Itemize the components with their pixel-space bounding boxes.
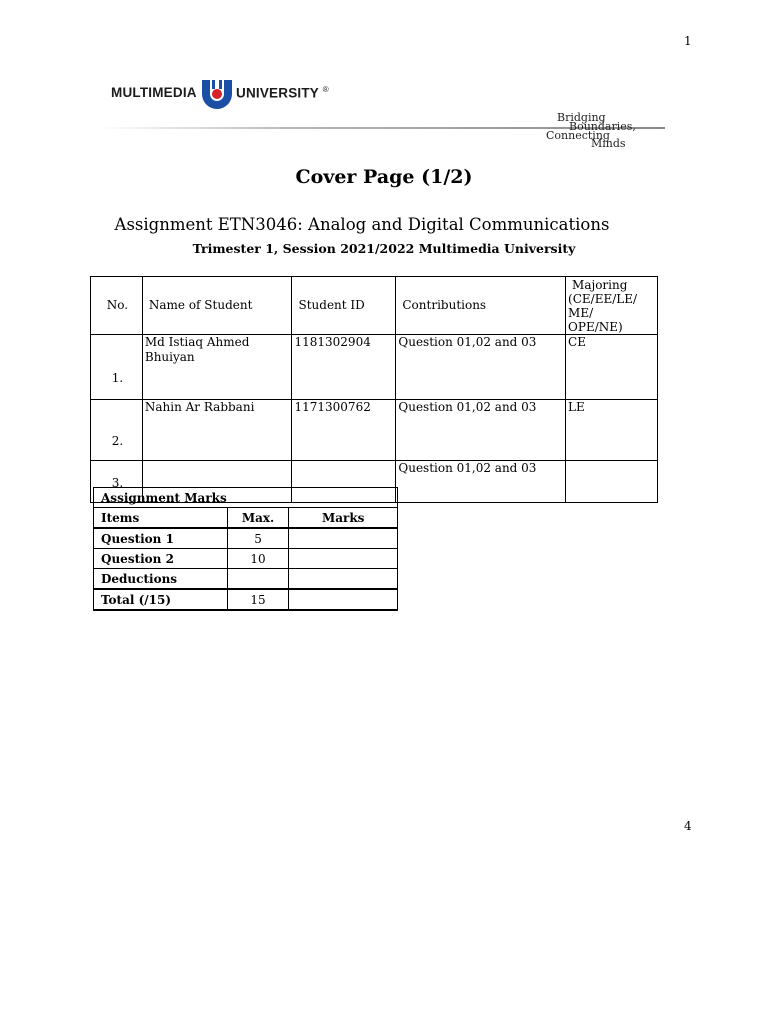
student-major: LE bbox=[566, 400, 658, 461]
student-contributions: Question 01,02 and 03 bbox=[396, 335, 566, 400]
logo-right-text: UNIVERSITY ® bbox=[236, 85, 329, 101]
total-max: 15 bbox=[227, 589, 289, 610]
table-row bbox=[91, 400, 658, 461]
table-row bbox=[94, 569, 398, 590]
logo-left-text: MULTIMEDIA bbox=[111, 85, 197, 100]
student-contributions: Question 01,02 and 03 bbox=[396, 461, 566, 503]
mark-value[interactable] bbox=[289, 528, 398, 549]
student-name: Nahin Ar Rabbani bbox=[142, 400, 292, 461]
student-contributions: Question 01,02 and 03 bbox=[396, 400, 566, 461]
marks-title-row bbox=[94, 488, 398, 508]
university-emblem-icon bbox=[198, 78, 236, 110]
page-title: Cover Page (1/2) bbox=[295, 166, 473, 188]
header-no: No. bbox=[91, 277, 143, 335]
mark-value[interactable] bbox=[289, 549, 398, 569]
marks-table-title: Assignment Marks bbox=[94, 488, 398, 508]
student-id: 1181302904 bbox=[292, 335, 396, 400]
header-majoring: Majoring (CE/EE/LE/ ME/ OPE/NE) bbox=[566, 277, 658, 335]
header-items: Items bbox=[94, 508, 228, 529]
header-name: Name of Student bbox=[142, 277, 292, 335]
mark-max: 5 bbox=[227, 528, 289, 549]
row-number: 3. bbox=[91, 461, 143, 503]
table-header-row bbox=[91, 277, 658, 335]
total-row bbox=[94, 589, 398, 610]
mark-item: Question 2 bbox=[94, 549, 228, 569]
student-id: 1171300762 bbox=[292, 400, 396, 461]
tagline-boundaries: Boundaries, bbox=[569, 120, 636, 133]
header-contributions: Contributions bbox=[396, 277, 566, 335]
students-table bbox=[90, 276, 658, 503]
mark-value[interactable] bbox=[289, 569, 398, 590]
mark-max bbox=[227, 569, 289, 590]
student-major: CE bbox=[566, 335, 658, 400]
page-number-bottom: 4 bbox=[684, 819, 692, 833]
marks-table bbox=[93, 487, 398, 611]
marks-header-row bbox=[94, 508, 398, 529]
tagline-bridging: Bridging bbox=[557, 111, 606, 124]
assignment-subtitle: Assignment ETN3046: Analog and Digital Communications bbox=[114, 215, 610, 234]
row-number: 2. bbox=[91, 400, 143, 461]
tagline-minds: Minds bbox=[591, 137, 626, 150]
student-name: Md Istiaq Ahmed Bhuiyan bbox=[142, 335, 292, 400]
mark-max: 10 bbox=[227, 549, 289, 569]
table-row bbox=[94, 549, 398, 569]
page-number-top: 1 bbox=[684, 34, 692, 48]
table-row bbox=[91, 335, 658, 400]
header-max: Max. bbox=[227, 508, 289, 529]
mark-item: Question 1 bbox=[94, 528, 228, 549]
row-number: 1. bbox=[91, 335, 143, 400]
header-student-id: Student ID bbox=[292, 277, 396, 335]
table-row bbox=[94, 528, 398, 549]
total-marks[interactable] bbox=[289, 589, 398, 610]
header-marks: Marks bbox=[289, 508, 398, 529]
total-label: Total (/15) bbox=[94, 589, 228, 610]
tagline-connecting: Connecting bbox=[546, 129, 610, 142]
student-major bbox=[566, 461, 658, 503]
session-line: Trimester 1, Session 2021/2022 Multimedia University bbox=[192, 241, 576, 256]
mark-item: Deductions bbox=[94, 569, 228, 590]
